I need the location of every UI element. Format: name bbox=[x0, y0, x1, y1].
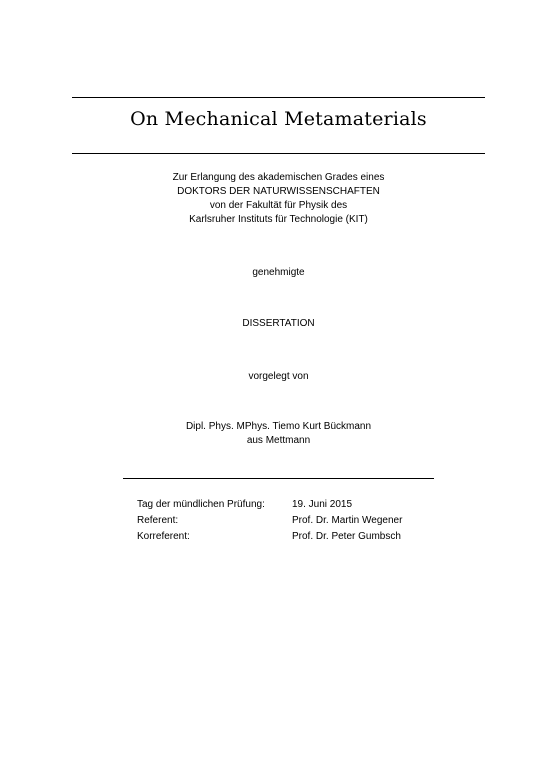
degree-statement-line: Karlsruher Instituts für Technologie (KIT) bbox=[189, 214, 368, 225]
detail-row-coreferee bbox=[137, 529, 402, 545]
detail-value: 19. Juni 2015 bbox=[292, 499, 353, 510]
detail-label: Tag der mündlichen Prüfung: bbox=[137, 499, 265, 510]
top-rule bbox=[72, 97, 485, 98]
degree-statement-line: Zur Erlangung des akademischen Grades eines bbox=[172, 172, 385, 183]
presented-by-text: vorgelegt von bbox=[248, 371, 309, 382]
detail-value: Prof. Dr. Peter Gumbsch bbox=[292, 531, 401, 542]
document-type: DISSERTATION bbox=[242, 318, 315, 329]
details-rule bbox=[123, 478, 434, 479]
approved-text: genehmigte bbox=[252, 267, 305, 278]
thesis-title: On Mechanical Metamaterials bbox=[130, 108, 427, 130]
degree-statement-line: von der Fakultät für Physik des bbox=[209, 200, 348, 211]
degree-statement-line: DOKTORS DER NATURWISSENSCHAFTEN bbox=[177, 186, 380, 197]
detail-row-exam-date bbox=[137, 497, 402, 513]
examination-details bbox=[137, 497, 402, 545]
detail-row-referee bbox=[137, 513, 402, 529]
degree-statement bbox=[72, 171, 485, 227]
detail-label: Referent: bbox=[137, 515, 179, 526]
detail-label: Korreferent: bbox=[137, 531, 190, 542]
author-name: Dipl. Phys. MPhys. Tiemo Kurt Bückmann bbox=[185, 421, 372, 432]
author-block bbox=[72, 420, 485, 448]
detail-value: Prof. Dr. Martin Wegener bbox=[292, 515, 403, 526]
title-bottom-rule bbox=[72, 153, 485, 154]
author-origin: aus Mettmann bbox=[246, 435, 311, 446]
